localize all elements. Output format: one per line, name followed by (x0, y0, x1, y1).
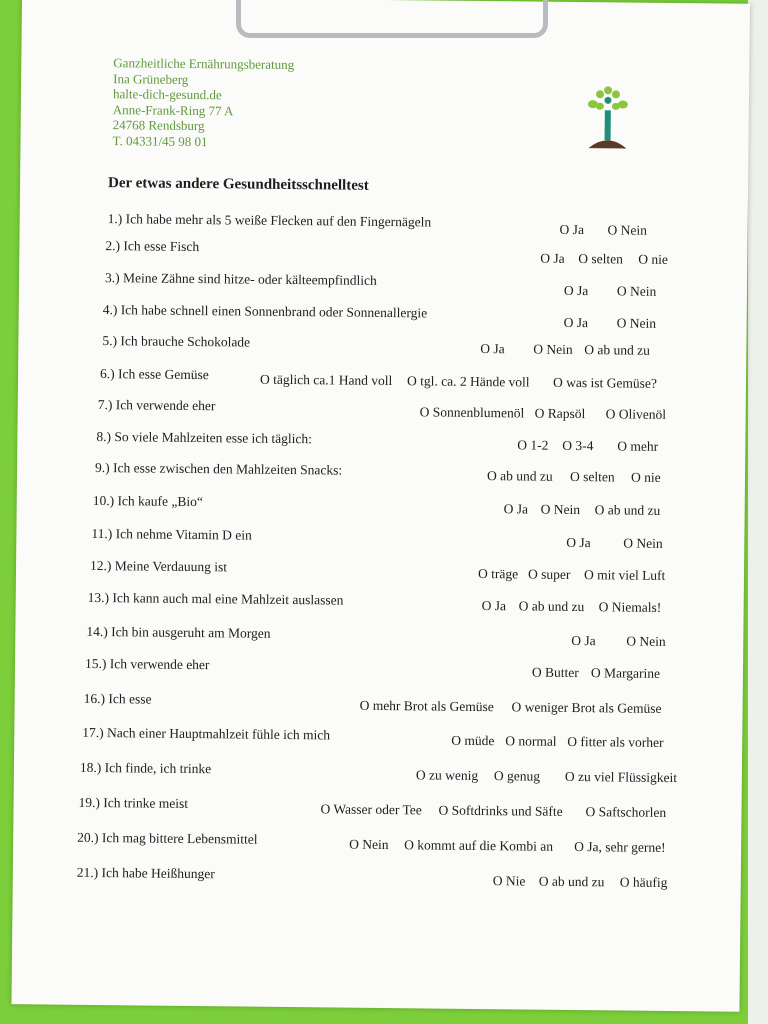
answer-option[interactable]: O Ja (563, 282, 589, 299)
answer-option[interactable]: O Ja (481, 598, 507, 614)
answer-option[interactable]: O Nein (533, 341, 573, 357)
answer-option[interactable]: O 3-4 (562, 437, 594, 454)
question-text: 5.) Ich brauche Schokolade (102, 333, 251, 350)
answer-option[interactable]: O Butter (531, 664, 579, 681)
answer-option[interactable]: O mehr (617, 438, 659, 454)
answer-option[interactable]: O genug (493, 768, 541, 784)
question-text: 11.) Ich nehme Vitamin D ein (91, 525, 252, 543)
question-text: 18.) Ich finde, ich trinke (79, 759, 212, 777)
question-text: 19.) Ich trinke meist (78, 794, 189, 811)
letterhead-line: Ina Grüneberg (113, 70, 189, 87)
question-text: 20.) Ich mag bittere Lebensmittel (77, 829, 258, 847)
answer-option[interactable]: O Wasser oder Tee (320, 801, 422, 818)
question-text: 16.) Ich esse (83, 690, 152, 707)
answer-option[interactable]: O ab und zu (594, 502, 661, 518)
answer-option[interactable]: O Nein (607, 222, 648, 238)
answer-option[interactable]: O müde (451, 732, 495, 749)
answer-option[interactable]: O Ja, sehr gerne! (574, 839, 666, 855)
question-text: 3.) Meine Zähne sind hitze- oder kälteempfindlich (104, 270, 377, 288)
answer-option[interactable]: O fitter als vorher (567, 733, 664, 750)
clipboard-edge (748, 0, 768, 1024)
answer-option[interactable]: O ab und zu (538, 873, 605, 890)
question-text: 1.) Ich habe mehr als 5 weiße Flecken auf den Fingernägeln (107, 211, 432, 230)
answer-option[interactable]: O ab und zu (518, 598, 585, 615)
answer-option[interactable]: O selten (578, 251, 624, 267)
letterhead-line: 24768 Rendsburg (112, 117, 205, 134)
answer-option[interactable]: O häufig (619, 874, 668, 890)
answer-option[interactable]: O Sonnenblumenöl (419, 404, 525, 421)
answer-option[interactable]: O Nein (626, 633, 666, 649)
question-text: 9.) Ich esse zwischen den Mahlzeiten Snacks: (95, 459, 343, 478)
page-title: Der etwas andere Gesundheitsschnelltest (107, 175, 369, 194)
answer-option[interactable]: O Nein (623, 535, 663, 551)
question-text: 12.) Meine Verdauung ist (89, 557, 228, 575)
letterhead-line: T. 04331/45 98 01 (112, 132, 208, 149)
question-text: 2.) Ich esse Fisch (105, 238, 200, 255)
answer-option[interactable]: O kommt auf die Kombi an (404, 837, 554, 854)
answer-option[interactable]: O tgl. ca. 2 Hände voll (406, 373, 530, 390)
answer-option[interactable]: O Ja (503, 501, 529, 517)
answer-option[interactable]: O Niemals! (598, 599, 662, 615)
answer-option[interactable]: O Margarine (590, 665, 661, 681)
question-text: 6.) Ich esse Gemüse (99, 366, 209, 383)
answer-option[interactable]: O Softdrinks und Säfte (438, 802, 563, 819)
clipboard-clip (236, 0, 548, 38)
answer-option[interactable]: O Nein (616, 315, 657, 331)
answer-option[interactable]: O Ja (571, 632, 596, 649)
answer-option[interactable]: O ab und zu (486, 468, 553, 484)
answer-option[interactable]: O Nein (540, 501, 581, 518)
answer-option[interactable]: O 1-2 (517, 437, 549, 453)
answer-option[interactable]: O Ja (566, 534, 591, 551)
answer-option[interactable]: O zu viel Flüssigkeit (564, 768, 678, 786)
answer-option[interactable]: O Ja (540, 250, 565, 266)
answer-option[interactable]: O Ja (480, 341, 505, 357)
answer-option[interactable]: O was ist Gemüse? (552, 374, 657, 391)
answer-option[interactable]: O super (527, 566, 571, 582)
answer-option[interactable]: O nie (638, 251, 669, 267)
question-text: 17.) Nach einer Hauptmahlzeit fühle ich mich (82, 724, 331, 743)
answer-option[interactable]: O zu wenig (415, 767, 479, 784)
question-text: 15.) Ich verwende eher (84, 655, 210, 673)
tree-logo-icon (580, 82, 635, 153)
answer-option[interactable]: O ab und zu (584, 342, 651, 358)
answer-option[interactable]: O täglich ca.1 Hand voll (259, 371, 393, 389)
question-text: 13.) Ich kann auch mal eine Mahlzeit auslassen (87, 589, 344, 608)
letterhead (112, 55, 294, 150)
answer-option[interactable]: O Nie (492, 873, 526, 889)
question-text: 8.) So viele Mahlzeiten esse ich täglich: (96, 428, 313, 447)
answer-option[interactable]: O Saftschorlen (585, 804, 667, 820)
answer-option[interactable]: O träge (477, 565, 519, 582)
question-text: 10.) Ich kaufe „Bio“ (92, 492, 204, 510)
answer-option[interactable]: O selten (569, 468, 615, 485)
letterhead-line: Anne-Frank-Ring 77 A (112, 101, 234, 118)
letterhead-line: halte-dich-gesund.de (112, 86, 222, 103)
answer-option[interactable]: O mit viel Luft (583, 567, 666, 583)
question-text: 14.) Ich bin ausgeruht am Morgen (86, 623, 271, 641)
answer-option[interactable]: O Nein (349, 836, 389, 853)
question-text: 4.) Ich habe schnell einen Sonnenbrand oder Sonnenallergie (102, 302, 428, 321)
question-text: 7.) Ich verwende eher (97, 397, 216, 414)
letterhead-line: Ganzheitliche Ernährungsberatung (113, 55, 295, 73)
question-text: 21.) Ich habe Heißhunger (76, 864, 215, 882)
answer-option[interactable]: O weniger Brot als Gemüse (511, 699, 662, 716)
answer-option[interactable]: O normal (505, 733, 557, 749)
answer-option[interactable]: O Nein (616, 283, 657, 299)
answer-option[interactable]: O Ja (559, 221, 585, 238)
answer-option[interactable]: O Rapsöl (534, 405, 586, 422)
questionnaire-sheet (11, 0, 750, 1012)
answer-option[interactable]: O mehr Brot als Gemüse (359, 697, 494, 715)
answer-option[interactable]: O Ja (563, 314, 589, 331)
answer-option[interactable]: O nie (630, 469, 661, 485)
answer-option[interactable]: O Olivenöl (605, 406, 667, 422)
